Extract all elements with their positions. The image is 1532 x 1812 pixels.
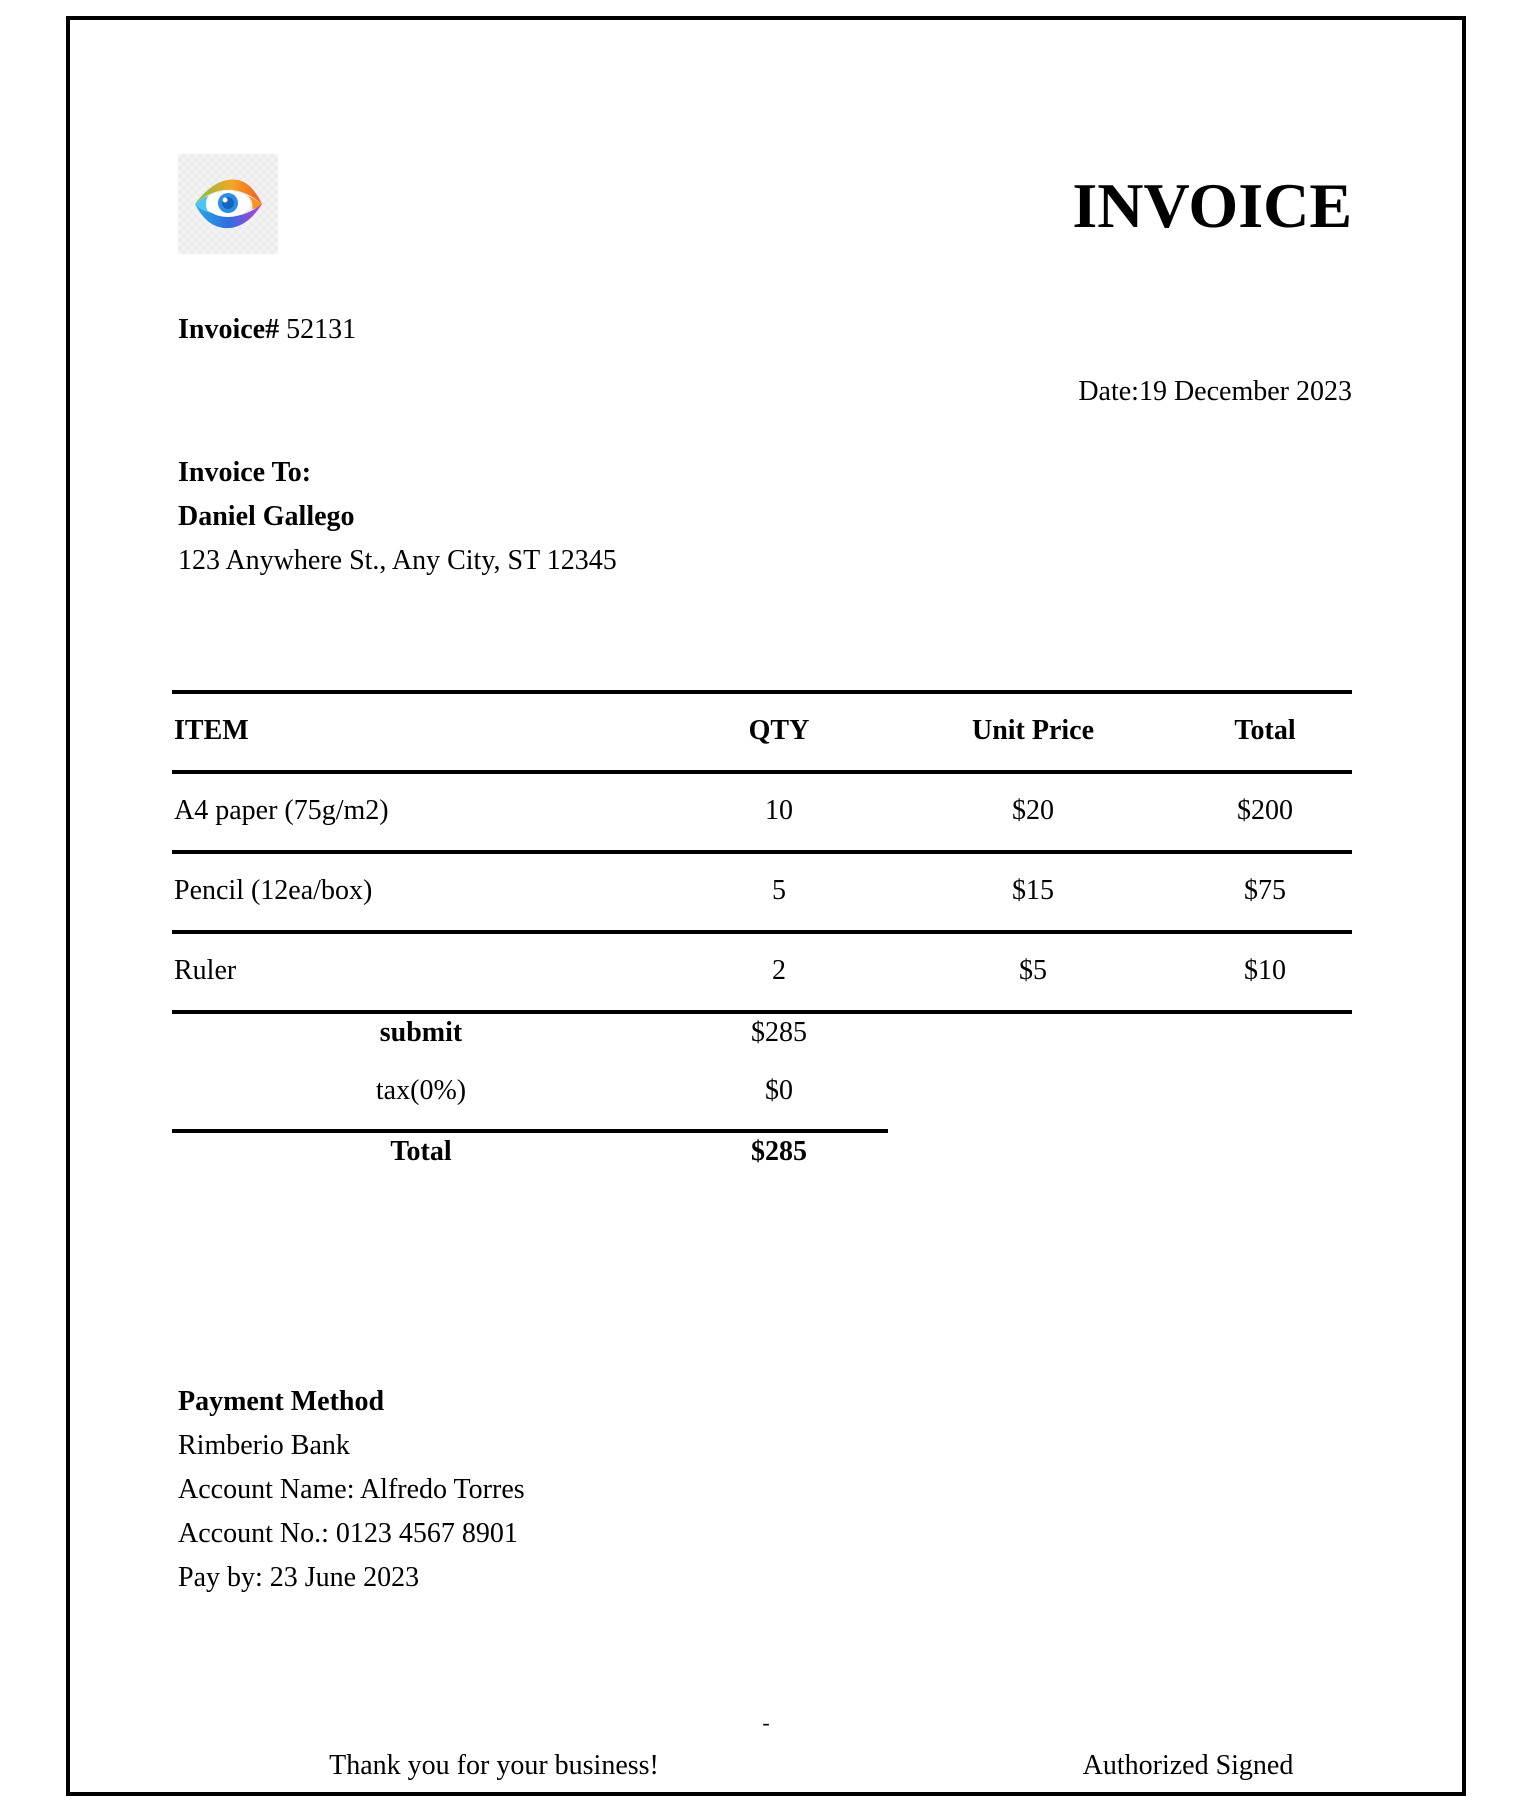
grand-total-label: Total — [390, 1136, 452, 1167]
invoice-number — [178, 313, 356, 347]
table-row-rule — [172, 930, 1352, 934]
table-bottom-rule — [172, 1010, 1352, 1014]
payment-heading: Payment Method — [178, 1386, 385, 1417]
item-unit-price: $15 — [1012, 875, 1054, 906]
item-name: Pencil (12ea/box) — [174, 875, 373, 906]
table-top-rule — [172, 690, 1352, 694]
bill-to-address: 123 Anywhere St., Any City, ST 12345 — [178, 545, 617, 576]
payment-account-name: Account Name: Alfredo Torres — [178, 1474, 525, 1505]
item-qty: 2 — [772, 955, 786, 986]
table-row-rule — [172, 850, 1352, 854]
invoice-date: Date:19 December 2023 — [1078, 376, 1352, 407]
table-header-rule — [172, 770, 1352, 774]
bill-to-label: Invoice To: — [178, 457, 312, 488]
column-header-qty: QTY — [748, 715, 810, 746]
invoice-title: INVOICE — [1072, 170, 1352, 241]
payment-account-number: Account No.: 0123 4567 8901 — [178, 1518, 518, 1549]
payment-due-date: Pay by: 23 June 2023 — [178, 1562, 420, 1593]
column-header-unit-price: Unit Price — [971, 715, 1095, 746]
company-logo — [178, 154, 278, 254]
footer-dash: - — [762, 1710, 770, 1735]
item-total: $200 — [1237, 795, 1293, 826]
subtotal-value: $285 — [751, 1017, 807, 1048]
item-unit-price: $5 — [1019, 955, 1047, 986]
column-header-item: ITEM — [174, 715, 249, 746]
item-qty: 5 — [772, 875, 786, 906]
invoice-number-label: Invoice# — [178, 314, 280, 345]
invoice-number-value: 52131 — [286, 314, 357, 345]
item-qty: 10 — [765, 795, 793, 826]
eye-logo-icon — [178, 154, 278, 254]
thank-you-note: Thank you for your business! — [329, 1750, 659, 1781]
item-unit-price: $20 — [1012, 795, 1054, 826]
item-name: Ruler — [174, 955, 237, 986]
bill-to-name: Daniel Gallego — [178, 501, 355, 532]
grand-total-value: $285 — [751, 1136, 807, 1167]
subtotal-label: submit — [379, 1017, 463, 1048]
item-name: A4 paper (75g/m2) — [174, 795, 389, 826]
tax-value: $0 — [765, 1075, 793, 1106]
item-total: $10 — [1244, 955, 1286, 986]
column-header-total: Total — [1234, 715, 1296, 746]
payment-bank: Rimberio Bank — [178, 1430, 350, 1461]
item-total: $75 — [1244, 875, 1286, 906]
authorized-signature: Authorized Signed — [1082, 1750, 1294, 1781]
tax-label: tax(0%) — [375, 1075, 467, 1106]
summary-total-rule — [172, 1129, 888, 1133]
